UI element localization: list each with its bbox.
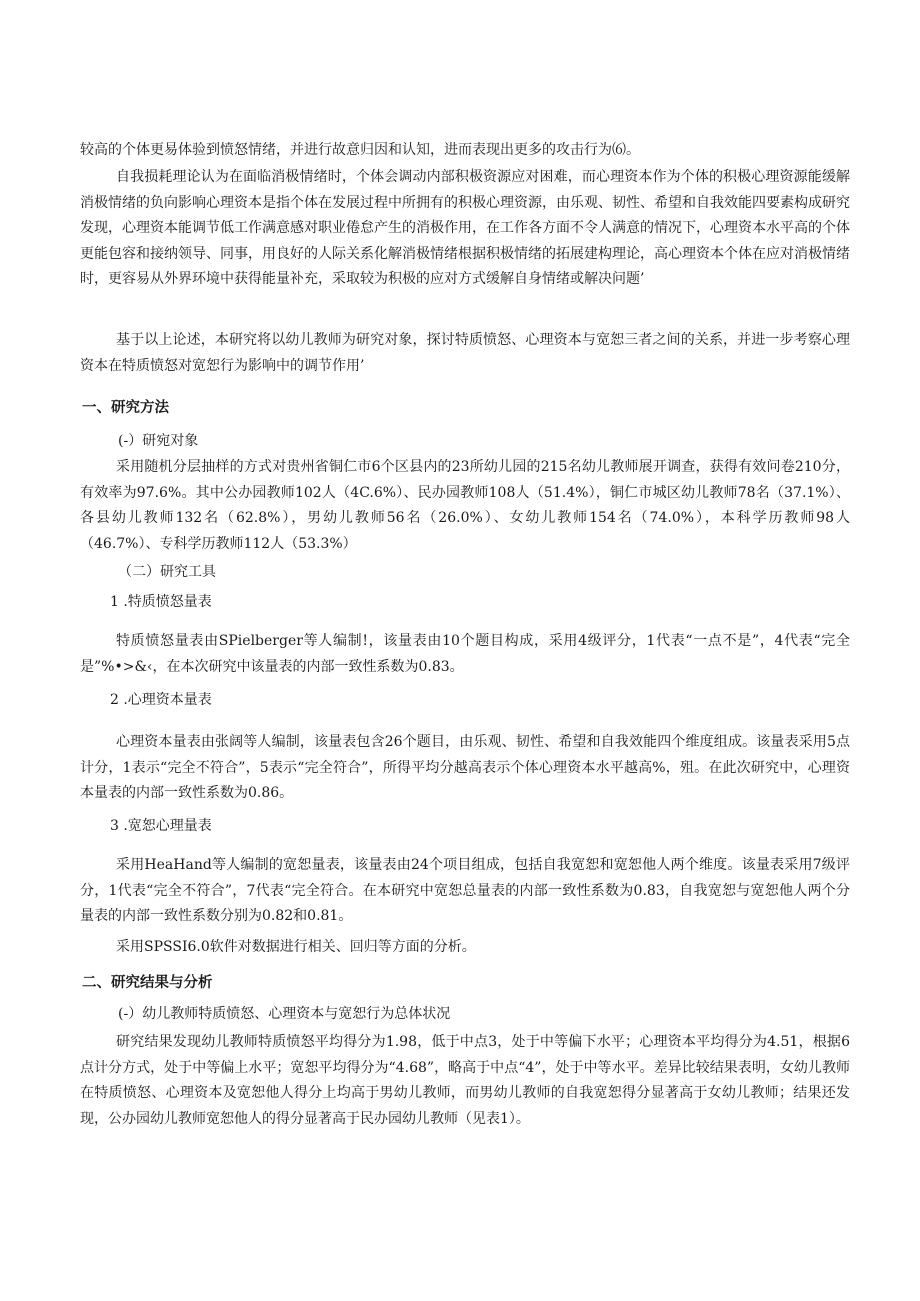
tool-title-trait-anger: 1 .特质愤怒量表: [110, 594, 212, 610]
subheading-subjects: (-）研宛对象: [118, 433, 199, 449]
paragraph-results: 研究结果发现幼儿教师特质愤怒平均得分为1.98，低于中点3，处于中等偏下水平；心理资本平均得分为4.51，根据6点计分方式，处于中等偏上水平；宽恕平均得分为“4.68”，略高于中点“4”，处于中等水平。差异比较结果表明，女幼儿教师在特质愤怒、心理资本及宽恕他人得分上均高于男幼儿教师，而男幼儿教师的自我宽恕得分显著高于女幼儿教师；结果还发现，公办园幼儿教师宽恕他人的得分显著高于民办园幼儿教师（见表1）。: [80, 1034, 850, 1127]
paragraph-spss-analysis: 采用SPSSI6.0软件对数据进行相关、回归等方面的分析。: [116, 939, 476, 955]
paragraph-trait-anger-scale: 特质愤怒量表由SPielberger等人编制!，该量表由10个题目构成，采用4级评分，1代表“一点不是”，4代表“完全是”%•>&‹，在本次研究中该量表的内部一致性系数为0.83。: [80, 633, 850, 675]
tool-title-psychological-capital: 2 .心理资本量表: [110, 692, 212, 708]
section-heading-results: 二、研究结果与分析: [82, 975, 213, 991]
tool-title-forgiveness: 3 .宽恕心理量表: [110, 818, 212, 834]
paragraph-ego-depletion: 自我损耗理论认为在面临消极情绪时，个体会调动内部积极资源应对困难，而心理资本作为个体的积极心理资源能缓解消极情绪的负向影响心理资本是指个体在发展过程中所拥有的积极心理资源，由乐观、韧性、希望和自我效能四要素构成研究发现，心理资本能调节低工作满意感对职业倦怠产生的消极作用，在工作各方面不令人满意的情况下，心理资本水平高的个体更能包容和接纳领导、同事，用良好的人际关系化解消极情绪根据积极情绪的拓展建构理论，高心理资本个体在应对消极情绪时，更容易从外界环境中获得能量补充，采取较为积极的应对方式缓解自身情绪或解决问题’: [80, 169, 850, 287]
paragraph-forgiveness-scale: 采用HeaHand等人编制的宽恕量表，该量表由24个项目组成，包括自我宽恕和宽恕他人两个维度。该量表采用7级评分，1代表“完全不符合”，7代表“完全符合。在本研究中宽恕总量表的内部一致性系数为0.83，自我宽恕与宽恕他人两个分量表的内部一致性系数分别为0.82和0.81。: [80, 857, 850, 924]
subheading-tools: （二）研究工具: [118, 564, 216, 580]
paragraph-intro-end: 较高的个体更易体验到愤怒情绪，并进行故意归因和认知，进而表现出更多的攻击行为⑹。: [80, 142, 640, 158]
subheading-overall-status: (-）幼儿教师特质愤怒、心理资本与宽恕行为总体状况: [118, 1006, 451, 1022]
paragraph-psychological-capital-scale: 心理资本量表由张阔等人编制，该量表包含26个题目，由乐观、韧性、希望和自我效能四个维度组成。该量表采用5点计分，1表示“完全不符合”，5表示“完全符合”，所得平均分越高表示个体心理资本水平越高%，殂。在此次研究中，心理资本量表的内部一致性系数为0.86。: [80, 734, 850, 801]
paragraph-subjects: 采用随机分层抽样的方式对贵州省铜仁市6个区县内的23所幼儿园的215名幼儿教师展开调查，获得有效问卷210分，有效率为97.6%。其中公办园教师102人（4C.6%）、民办园教师108人（51.4%），铜仁市城区幼儿教师78名（37.1%）、各县幼儿教师132名（62.8%），男幼儿教师56名（26.0%）、女幼儿教师154名（74.0%），本科学历教师98人（46.7%）、专科学历教师112人（53.3%）: [80, 459, 850, 552]
section-heading-methods: 一、研究方法: [82, 400, 169, 416]
paragraph-research-aim: 基于以上论述，本研究将以幼儿教师为研究对象，探讨特质愤怒、心理资本与宽恕三者之间的关系，并进一步考察心理资本在特质愤怒对宽恕行为影响中的调节作用’: [80, 332, 850, 374]
